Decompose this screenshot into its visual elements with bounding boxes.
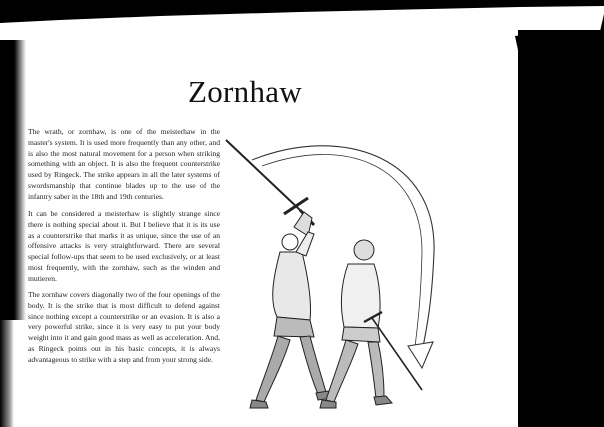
left-sword-blade	[226, 140, 300, 210]
right-fencer	[320, 240, 392, 408]
paragraph-1	[28, 127, 220, 203]
paragraph-2-text: It can be considered a meisterhaw is slightly strange since there is nothing special about it. But I believe that it is its use as a counterstrike that marks it as unique, since the use of an offensive attacks is very straightforward. There are several special follow-ups that seem to be used exclusively, or at least most frequently, with the zornhaw, such as the winden and mutieren.	[28, 209, 220, 283]
paragraph-3	[28, 290, 220, 366]
scan-border-right	[518, 30, 604, 427]
left-fencer	[250, 212, 334, 408]
paragraph-1-text: The wrath, or zornhaw, is one of the meisterhaw in the master's system. It is used more frequently than any other, and is also the most natural movement for a person when striking something with an object. It is also the frequent counterstrike used by Ringeck. The strike appears in all the later systems of swordsmanship that continue blades up to the use of the infantry saber in the 18th and 19th centuries.	[28, 127, 220, 201]
arrow-head	[408, 342, 433, 368]
paragraph-3-text: The zornhaw covers diagonally two of the four openings of the body. It is the strike that is most difficult to defend against since nothing except a counterstrike or an evasion. It is also a very powerful strike, since it is very easy to put your body weight into it and gain good mass as well as acceleration. And, as Ringeck points out in his basic concepts, it is always advantageous to strike with a step and from your strong side.	[28, 290, 220, 364]
paragraph-2	[28, 209, 220, 285]
scan-shadow	[0, 40, 26, 320]
fencer-illustration-icon	[222, 132, 462, 422]
page-title: Zornhaw	[188, 74, 303, 109]
scan-shadow-lower	[0, 300, 14, 427]
left-sword-cross	[284, 198, 308, 214]
